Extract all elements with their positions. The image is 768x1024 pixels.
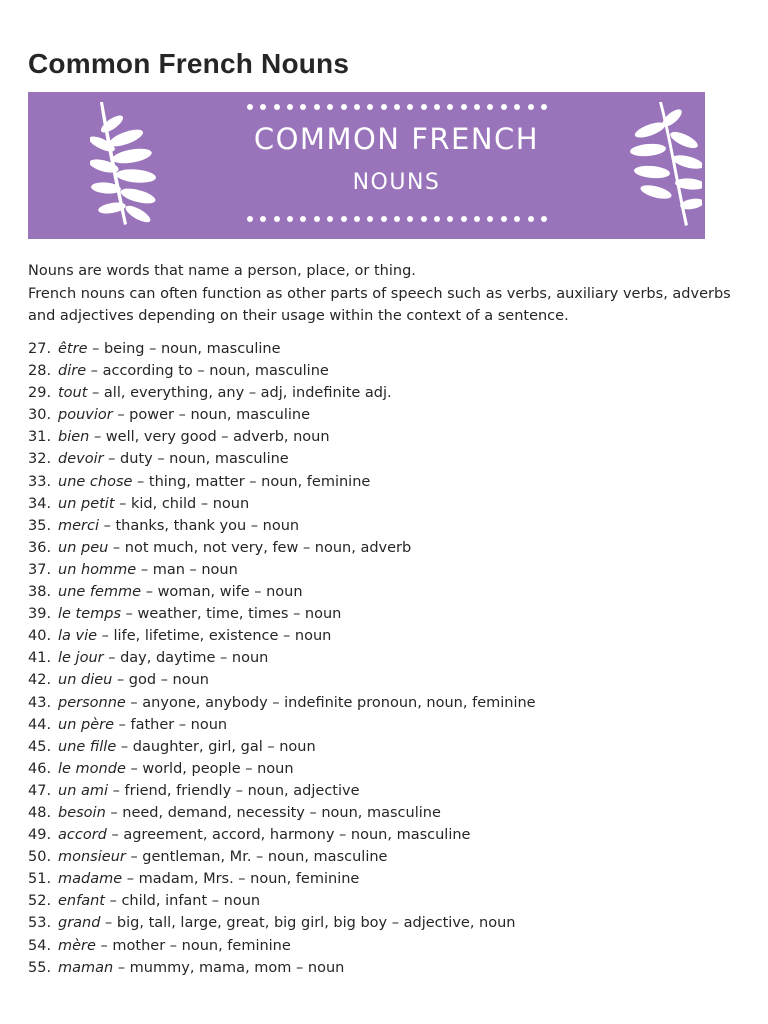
- french-term: madame: [58, 871, 123, 888]
- french-term: une fille: [58, 738, 117, 755]
- dot-ornament: [314, 104, 320, 110]
- list-item: [28, 890, 748, 912]
- french-term: maman: [58, 959, 114, 976]
- list-item: [28, 780, 748, 802]
- list-item: [28, 338, 748, 360]
- term-definition: – god – noun: [112, 672, 210, 689]
- dot-ornament: [487, 104, 493, 110]
- dot-ornament: [367, 104, 373, 110]
- dot-ornament: [341, 216, 347, 222]
- banner-dots-bottom: [247, 216, 547, 224]
- list-item-number: 50.: [28, 849, 52, 866]
- list-item: [28, 935, 748, 957]
- dot-ornament: [341, 104, 347, 110]
- page-title: Common French Nouns: [28, 48, 350, 79]
- intro-line: French nouns can often function as other parts of speech such as verbs, auxiliary verbs, adverbs and adjectives depending on their usage within the context of a sentence.: [28, 285, 731, 324]
- list-item: [28, 404, 748, 426]
- list-item: [28, 559, 748, 581]
- dot-ornament: [528, 104, 534, 110]
- french-term: une femme: [58, 584, 142, 601]
- list-item: [28, 647, 748, 669]
- leaf-sprig-icon: [90, 100, 200, 230]
- dot-ornament: [247, 104, 253, 110]
- term-definition: – woman, wife – noun: [141, 584, 303, 601]
- dot-ornament: [247, 216, 253, 222]
- dot-ornament: [474, 216, 480, 222]
- term-definition: – all, everything, any – adj, indefinite adj.: [87, 385, 392, 402]
- list-item-number: 34.: [28, 495, 52, 512]
- french-term: un peu: [58, 539, 109, 556]
- leaf-sprig-icon: [592, 100, 702, 230]
- list-item: [28, 736, 748, 758]
- intro-line: Nouns are words that name a person, place, or thing.: [28, 263, 416, 279]
- dot-ornament: [260, 216, 266, 222]
- dot-ornament: [434, 104, 440, 110]
- dot-ornament: [354, 216, 360, 222]
- list-item-number: 35.: [28, 517, 52, 534]
- list-item: [28, 957, 748, 979]
- term-definition: – kid, child – noun: [114, 495, 250, 512]
- dot-ornament: [367, 216, 373, 222]
- dot-ornament: [514, 216, 520, 222]
- dot-ornament: [300, 104, 306, 110]
- list-item-number: 53.: [28, 915, 52, 932]
- list-item: [28, 448, 748, 470]
- term-definition: – mummy, mama, mom – noun: [113, 959, 345, 976]
- list-item-number: 44.: [28, 716, 52, 733]
- list-item-number: 38.: [28, 584, 52, 601]
- list-item-number: 33.: [28, 473, 52, 490]
- list-item-number: 28.: [28, 363, 52, 380]
- banner-heading-line2: NOUNS: [352, 170, 441, 195]
- noun-list: [28, 338, 748, 979]
- list-item: [28, 625, 748, 647]
- dot-ornament: [381, 216, 387, 222]
- list-item: [28, 802, 748, 824]
- dot-ornament: [514, 104, 520, 110]
- list-item-number: 30.: [28, 407, 52, 424]
- list-item-number: 43.: [28, 694, 52, 711]
- term-definition: – father – noun: [114, 716, 228, 733]
- term-definition: – being – noun, masculine: [87, 341, 281, 357]
- dot-ornament: [287, 216, 293, 222]
- banner-image: [28, 92, 705, 239]
- dot-ornament: [461, 104, 467, 110]
- french-term: merci: [58, 517, 100, 534]
- list-item-number: 39.: [28, 606, 52, 623]
- dot-ornament: [314, 216, 320, 222]
- dot-ornament: [421, 216, 427, 222]
- french-term: grand: [58, 915, 101, 932]
- term-definition: – day, daytime – noun: [103, 650, 269, 667]
- dot-ornament: [407, 216, 413, 222]
- dot-ornament: [394, 216, 400, 222]
- french-term: le temps: [58, 606, 122, 623]
- term-definition: – friend, friendly – noun, adjective: [108, 782, 360, 799]
- list-item: [28, 493, 748, 515]
- term-definition: – well, very good – adverb, noun: [89, 429, 330, 446]
- list-item-number: 48.: [28, 804, 52, 821]
- term-definition: – thanks, thank you – noun: [99, 517, 300, 534]
- list-item: [28, 846, 748, 868]
- list-item-number: 27.: [28, 341, 52, 357]
- french-term: pouvior: [58, 407, 113, 424]
- term-definition: – child, infant – noun: [104, 893, 261, 910]
- french-term: accord: [58, 827, 107, 844]
- list-item-number: 46.: [28, 760, 52, 777]
- dot-ornament: [447, 104, 453, 110]
- dot-ornament: [274, 104, 280, 110]
- list-item-number: 55.: [28, 959, 52, 976]
- french-term: enfant: [58, 893, 105, 910]
- dot-ornament: [541, 104, 547, 110]
- dot-ornament: [260, 104, 266, 110]
- term-definition: – thing, matter – noun, feminine: [132, 473, 371, 490]
- term-definition: – agreement, accord, harmony – noun, masculine: [106, 827, 471, 844]
- french-term: tout: [58, 385, 88, 402]
- list-item-number: 47.: [28, 782, 52, 799]
- list-item-number: 41.: [28, 650, 52, 667]
- term-definition: – not much, not very, few – noun, adverb: [108, 539, 412, 556]
- dot-ornament: [487, 216, 493, 222]
- intro-text: [28, 260, 748, 328]
- list-item: [28, 360, 748, 382]
- term-definition: – according to – noun, masculine: [86, 363, 329, 380]
- list-item: [28, 515, 748, 537]
- list-item-number: 42.: [28, 672, 52, 689]
- list-item: [28, 537, 748, 559]
- term-definition: – need, demand, necessity – noun, masculine: [105, 804, 441, 821]
- list-item: [28, 912, 748, 934]
- dot-ornament: [287, 104, 293, 110]
- list-item-number: 40.: [28, 628, 52, 645]
- list-item: [28, 382, 748, 404]
- list-item: [28, 758, 748, 780]
- french-term: la vie: [58, 628, 98, 645]
- term-definition: – power – noun, masculine: [112, 407, 311, 424]
- french-term: devoir: [58, 451, 104, 468]
- list-item-number: 51.: [28, 871, 52, 888]
- french-term: le monde: [58, 760, 126, 777]
- dot-ornament: [474, 104, 480, 110]
- term-definition: – big, tall, large, great, big girl, big boy – adjective, noun: [100, 915, 516, 932]
- list-item-number: 37.: [28, 561, 52, 578]
- term-definition: – madam, Mrs. – noun, feminine: [122, 871, 360, 888]
- list-item: [28, 714, 748, 736]
- dot-ornament: [434, 216, 440, 222]
- dot-ornament: [354, 104, 360, 110]
- term-definition: – man – noun: [136, 561, 238, 578]
- list-item: [28, 581, 748, 603]
- french-term: monsieur: [58, 849, 126, 866]
- french-term: un petit: [58, 495, 115, 512]
- french-term: dire: [58, 363, 87, 380]
- dot-ornament: [528, 216, 534, 222]
- banner-heading-line1: COMMON FRENCH: [253, 122, 540, 156]
- list-item: [28, 692, 748, 714]
- french-term: mère: [58, 937, 96, 954]
- term-definition: – weather, time, times – noun: [121, 606, 342, 623]
- list-item-number: 29.: [28, 385, 52, 402]
- french-term: besoin: [58, 804, 106, 821]
- french-term: être: [58, 341, 88, 357]
- dot-ornament: [501, 104, 507, 110]
- banner-dots-top: [247, 104, 547, 112]
- term-definition: – daughter, girl, gal – noun: [116, 738, 316, 755]
- french-term: le jour: [58, 650, 104, 667]
- dot-ornament: [327, 216, 333, 222]
- list-item-number: 52.: [28, 893, 52, 910]
- list-item: [28, 669, 748, 691]
- list-item: [28, 603, 748, 625]
- french-term: personne: [58, 694, 126, 711]
- list-item-number: 49.: [28, 827, 52, 844]
- dot-ornament: [381, 104, 387, 110]
- list-item-number: 31.: [28, 429, 52, 446]
- french-term: un ami: [58, 782, 109, 799]
- term-definition: – world, people – noun: [125, 760, 294, 777]
- dot-ornament: [461, 216, 467, 222]
- term-definition: – gentleman, Mr. – noun, masculine: [125, 849, 388, 866]
- list-item-number: 45.: [28, 738, 52, 755]
- term-definition: – duty – noun, masculine: [103, 451, 289, 468]
- french-term: bien: [58, 429, 90, 446]
- list-item: [28, 471, 748, 493]
- dot-ornament: [327, 104, 333, 110]
- french-term: un père: [58, 716, 114, 733]
- term-definition: – anyone, anybody – indefinite pronoun, noun, feminine: [125, 694, 536, 711]
- dot-ornament: [447, 216, 453, 222]
- dot-ornament: [394, 104, 400, 110]
- dot-ornament: [300, 216, 306, 222]
- french-term: un dieu: [58, 672, 113, 689]
- french-term: une chose: [58, 473, 133, 490]
- term-definition: – life, lifetime, existence – noun: [97, 628, 332, 645]
- list-item-number: 36.: [28, 539, 52, 556]
- list-item: [28, 426, 748, 448]
- list-item: [28, 824, 748, 846]
- dot-ornament: [274, 216, 280, 222]
- list-item-number: 54.: [28, 937, 52, 954]
- french-term: un homme: [58, 561, 137, 578]
- list-item: [28, 868, 748, 890]
- list-item-number: 32.: [28, 451, 52, 468]
- dot-ornament: [407, 104, 413, 110]
- term-definition: – mother – noun, feminine: [95, 937, 291, 954]
- dot-ornament: [541, 216, 547, 222]
- dot-ornament: [501, 216, 507, 222]
- dot-ornament: [421, 104, 427, 110]
